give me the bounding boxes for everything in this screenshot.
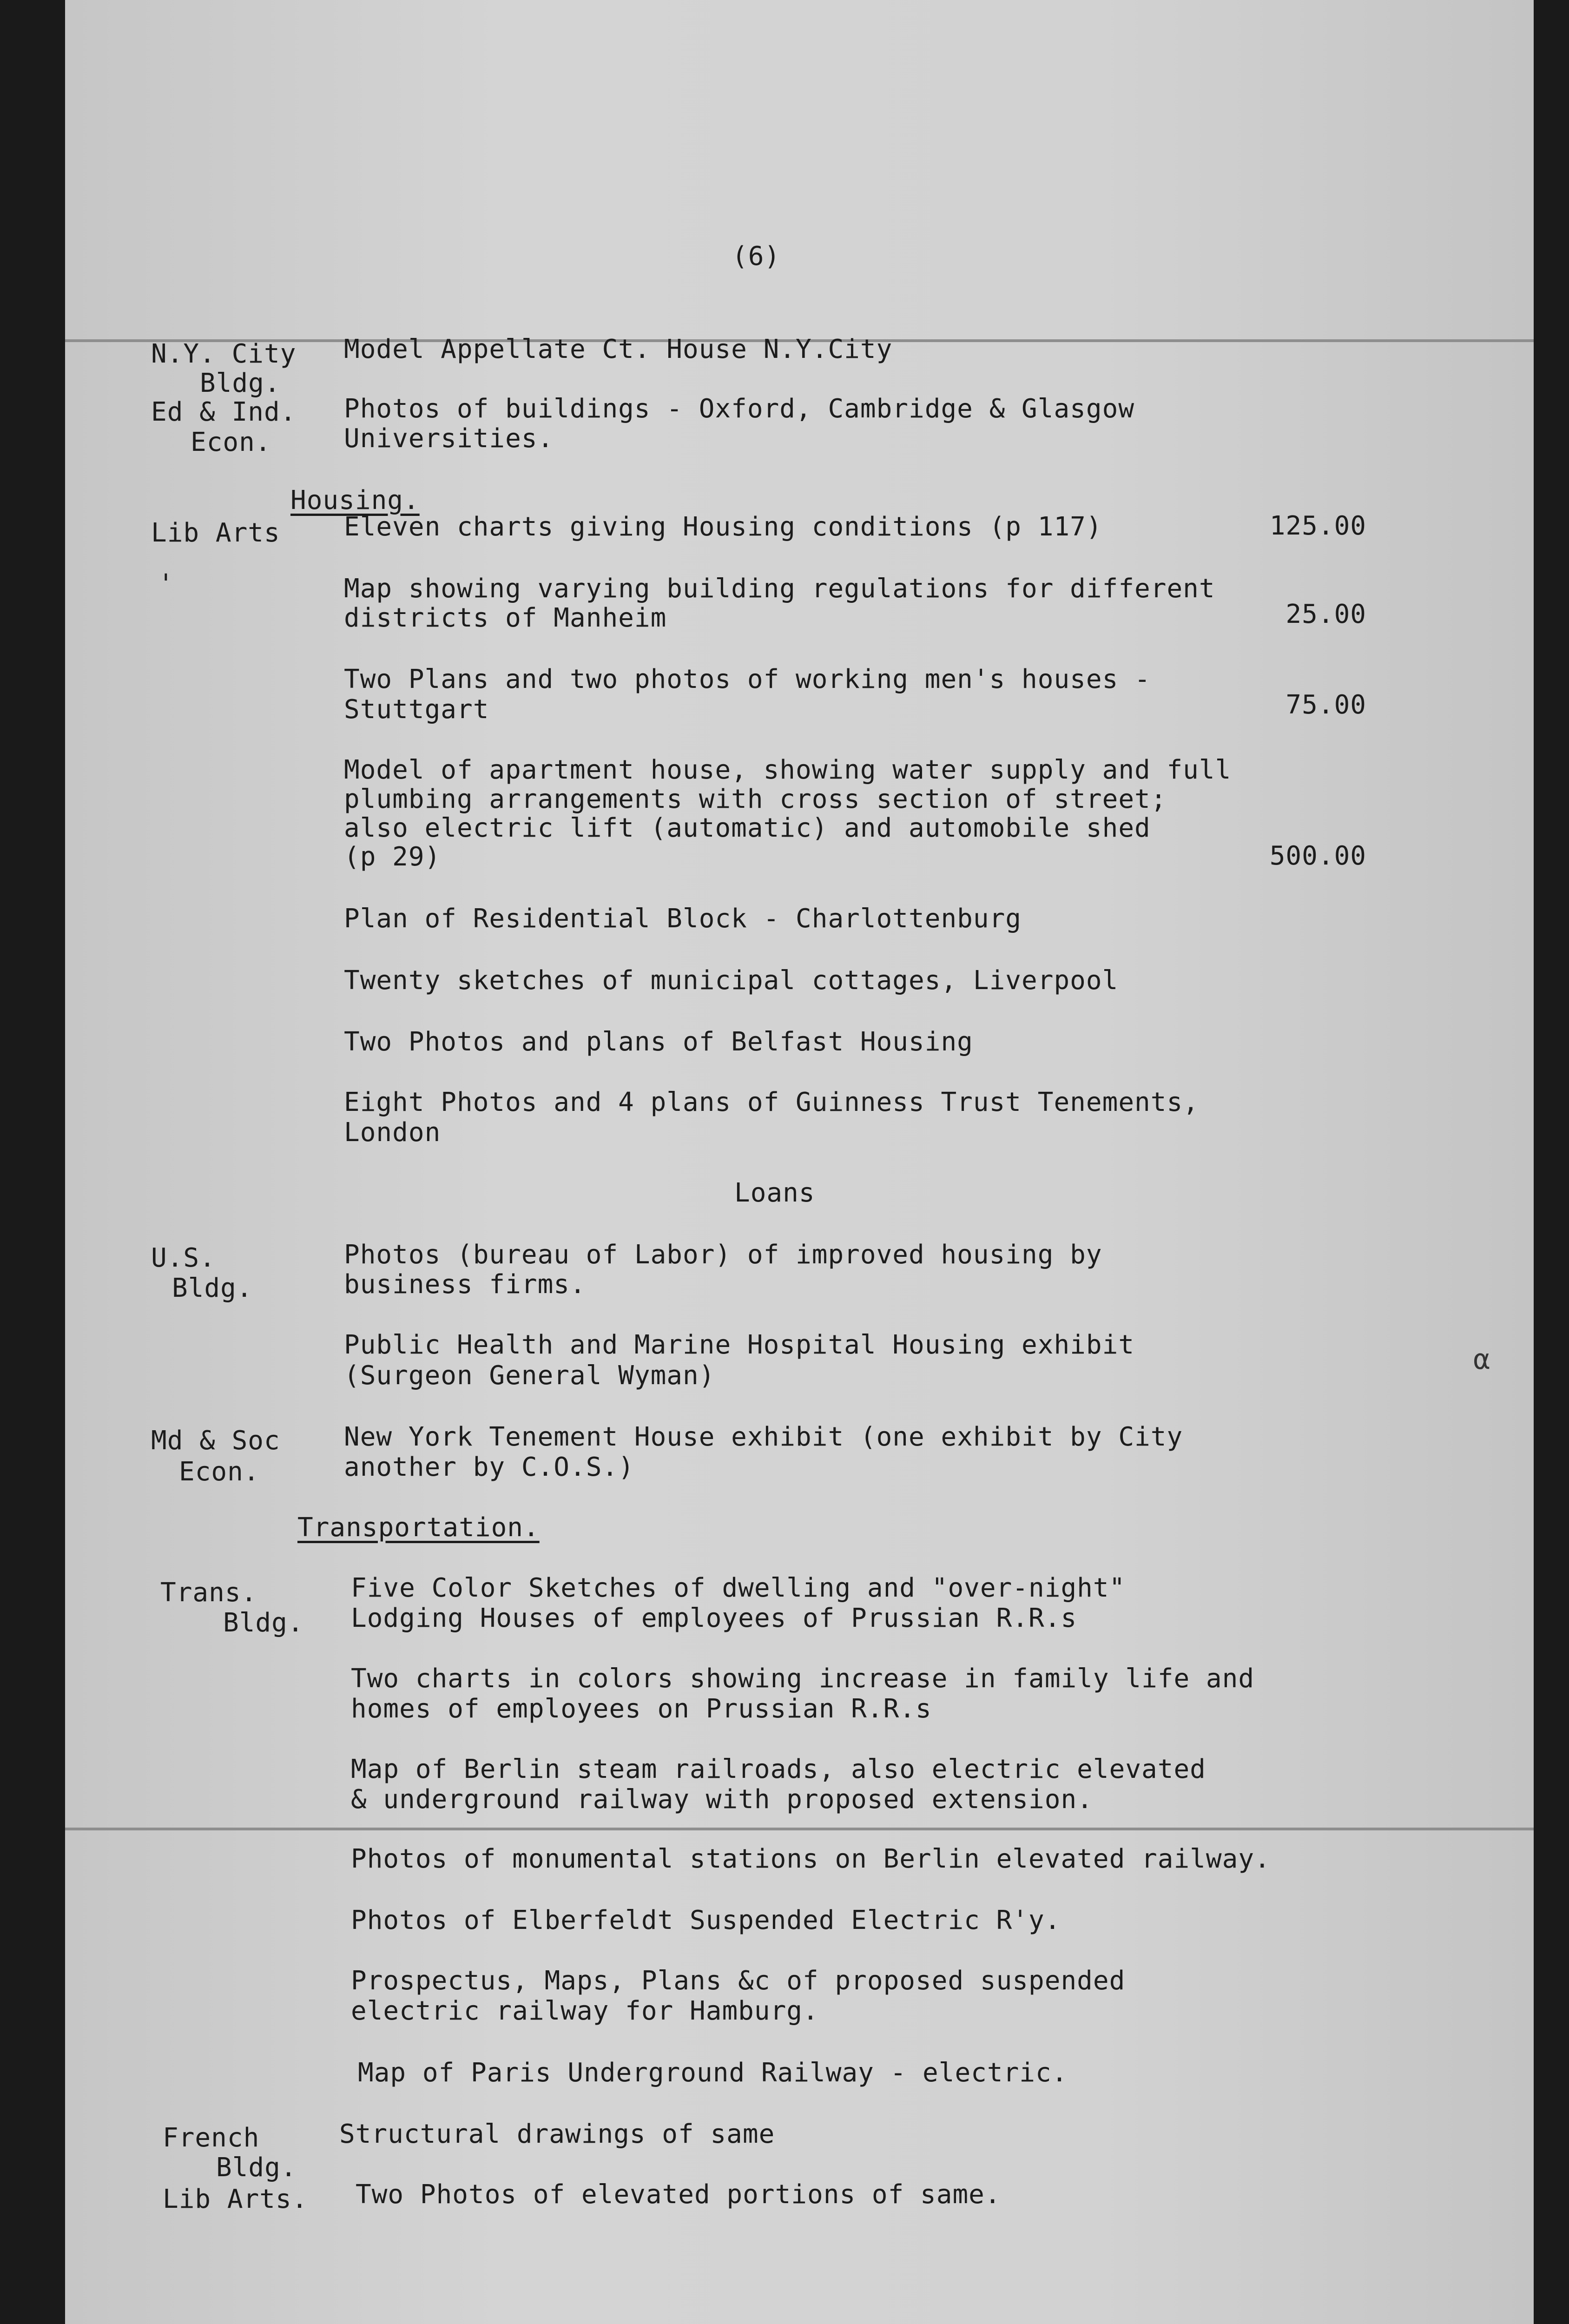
- entry-universities-line1: Photos of buildings - Oxford, Cambridge & Glasgow: [344, 394, 1135, 424]
- entry-eleven-charts: Eleven charts giving Housing conditions (p 117): [344, 512, 1102, 542]
- entry-guinness-line2: London: [344, 1117, 441, 1148]
- margin-label-mdsoc-econ: Econ.: [179, 1457, 260, 1487]
- entry-bureau-labor-line2: business firms.: [344, 1269, 586, 1300]
- entry-hamburg-line2: electric railway for Hamburg.: [351, 1996, 819, 2026]
- entry-stuttgart-line2: Stuttgart: [344, 694, 489, 725]
- entry-berlin-map-line2: & underground railway with proposed extension.: [351, 1784, 1093, 1815]
- entry-two-charts-line1: Two charts in colors showing increase in family life and: [351, 1664, 1255, 1694]
- entry-paris-map: Map of Paris Underground Railway - electric.: [358, 2058, 1068, 2088]
- margin-label-libarts: Lib Arts: [151, 518, 280, 548]
- margin-label-mdsoc: Md & Soc: [151, 1426, 280, 1456]
- margin-label-french: French: [163, 2123, 260, 2153]
- entry-berlin-map-line1: Map of Berlin steam railroads, also electric elevated: [351, 1754, 1206, 1784]
- entry-map-manheim-line1: Map showing varying building regulations for different: [344, 574, 1215, 604]
- margin-label-us-bldg: Bldg.: [172, 1273, 253, 1303]
- fold-line-bottom: [65, 1828, 1534, 1830]
- margin-label-french-bldg: Bldg.: [216, 2152, 297, 2183]
- amount-map-manheim: 25.00: [1286, 599, 1366, 629]
- entry-belfast: Two Photos and plans of Belfast Housing: [344, 1027, 973, 1057]
- entry-appellate-court: Model Appellate Ct. House N.Y.City: [344, 334, 893, 364]
- entry-model-apartment-line2: plumbing arrangements with cross section of street;: [344, 784, 1167, 814]
- margin-label-edind-econ: Econ.: [191, 427, 271, 457]
- entry-guinness-line1: Eight Photos and 4 plans of Guinness Trust Tenements,: [344, 1087, 1199, 1117]
- entry-tenement-line1: New York Tenement House exhibit (one exhibit by City: [344, 1422, 1183, 1452]
- entry-hamburg-line1: Prospectus, Maps, Plans &c of proposed suspended: [351, 1966, 1126, 1996]
- amount-stuttgart: 75.00: [1286, 690, 1366, 720]
- margin-label-libarts-2: Lib Arts.: [163, 2184, 308, 2214]
- entry-charlottenburg: Plan of Residential Block - Charlottenburg: [344, 904, 1022, 934]
- entry-universities-line2: Universities.: [344, 423, 554, 454]
- margin-label-nyc-bldg: Bldg.: [200, 368, 281, 398]
- entry-two-charts-line2: homes of employees on Prussian R.R.s: [351, 1694, 932, 1724]
- entry-model-apartment-line1: Model of apartment house, showing water supply and full: [344, 755, 1232, 785]
- amount-eleven-charts: 125.00: [1269, 511, 1366, 541]
- entry-five-color-line1: Five Color Sketches of dwelling and "over-night": [351, 1573, 1126, 1603]
- entry-map-manheim-line2: districts of Manheim: [344, 603, 667, 633]
- margin-label-us: U.S.: [151, 1243, 216, 1273]
- entry-structural-drawings: Structural drawings of same: [339, 2119, 775, 2149]
- entry-elberfeldt: Photos of Elberfeldt Suspended Electric R'y.: [351, 1905, 1061, 1935]
- section-heading-loans: Loans: [734, 1178, 815, 1208]
- margin-label-edind: Ed & Ind.: [151, 397, 297, 427]
- section-heading-transportation: Transportation.: [297, 1512, 540, 1543]
- margin-label-trans: Trans.: [160, 1578, 257, 1608]
- entry-five-color-line2: Lodging Houses of employees of Prussian R.R.s: [351, 1603, 1077, 1633]
- entry-public-health-line1: Public Health and Marine Hospital Housing exhibit: [344, 1330, 1135, 1360]
- entry-stuttgart-line1: Two Plans and two photos of working men's houses -: [344, 664, 1151, 694]
- entry-elevated-photos: Two Photos of elevated portions of same.: [356, 2179, 1001, 2210]
- entry-public-health-line2: (Surgeon General Wyman): [344, 1360, 715, 1391]
- entry-tenement-line2: another by C.O.S.): [344, 1452, 634, 1482]
- margin-label-trans-bldg: Bldg.: [223, 1608, 304, 1638]
- margin-label-nyc: N.Y. City: [151, 339, 297, 369]
- mark-tick: ': [158, 569, 174, 599]
- entry-model-apartment-line4: (p 29): [344, 842, 441, 872]
- entry-bureau-labor-line1: Photos (bureau of Labor) of improved housing by: [344, 1240, 1102, 1270]
- entry-model-apartment-line3: also electric lift (automatic) and automobile shed: [344, 813, 1151, 843]
- section-heading-housing: Housing.: [290, 485, 420, 515]
- entry-berlin-stations: Photos of monumental stations on Berlin elevated railway.: [351, 1844, 1271, 1874]
- margin-mark-icon: α: [1473, 1343, 1490, 1376]
- amount-model-apartment: 500.00: [1269, 841, 1366, 871]
- entry-liverpool: Twenty sketches of municipal cottages, Liverpool: [344, 965, 1119, 996]
- page-number: (6): [732, 241, 781, 271]
